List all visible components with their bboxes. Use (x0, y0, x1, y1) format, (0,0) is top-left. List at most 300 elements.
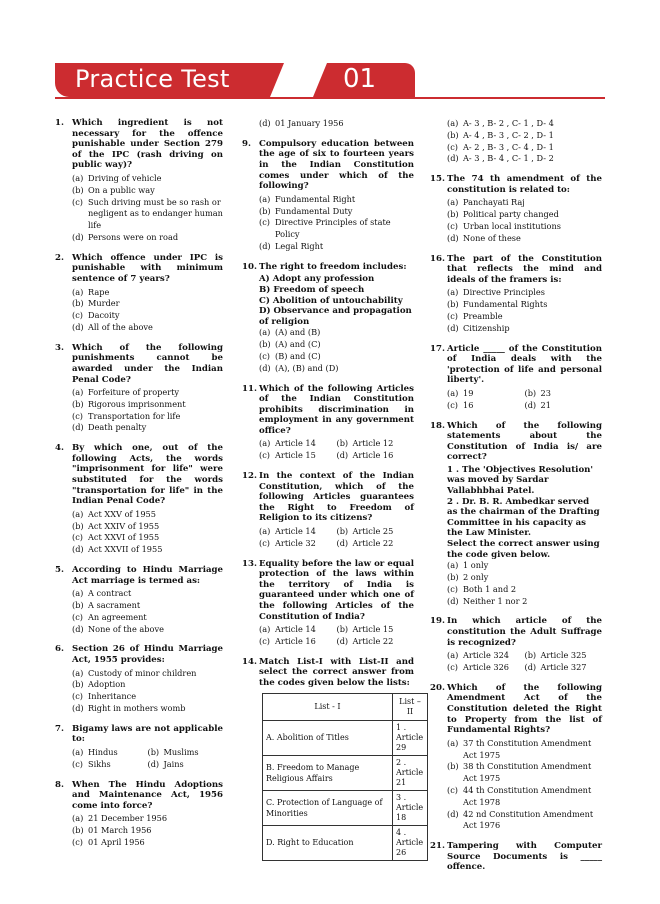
question-number: 19. (430, 616, 445, 627)
option-letter: (a) (259, 438, 271, 449)
option-letter: (b) (72, 520, 84, 531)
option (430, 596, 602, 608)
option-text: Rape (88, 286, 110, 297)
option-text: Article 16 (352, 450, 394, 461)
option-text: Act XXVI of 1955 (88, 532, 160, 543)
option (55, 287, 223, 299)
option-text: Neither 1 nor 2 (463, 595, 528, 606)
option-letter: (a) (259, 193, 271, 204)
option (55, 232, 223, 244)
question-statement: Select the correct answer using the code given below. (447, 539, 600, 560)
question-number: 21. (430, 841, 445, 852)
column-3 (430, 118, 602, 875)
option-letter: (c) (72, 196, 83, 207)
question-number: 12. (242, 471, 257, 482)
option-letter: (a) (72, 746, 84, 757)
banner-slant (270, 63, 284, 97)
option-pair (430, 650, 602, 662)
question-gap (55, 434, 223, 443)
option-letter: (a) (447, 197, 459, 208)
option (337, 450, 415, 462)
option (337, 636, 415, 648)
option-letter: (d) (336, 537, 349, 548)
option (55, 612, 223, 624)
option-letter: (d) (72, 422, 84, 433)
question-9 (242, 139, 414, 192)
question-text: Tampering with Computer Source Documents is _____ offence. (447, 841, 602, 873)
option-text: 19 (463, 387, 474, 398)
option (242, 363, 414, 375)
option (259, 538, 337, 550)
question-5 (55, 565, 223, 586)
question-number: 13. (242, 558, 257, 569)
option (55, 310, 223, 322)
option (55, 668, 223, 680)
option-letter: (a) (72, 813, 84, 824)
option-text: 37 th Constitution Amendment Act 1975 (463, 737, 592, 760)
question-number: 16. (430, 253, 445, 264)
option-text: Article 325 (540, 650, 587, 661)
question-number: 3. (55, 342, 64, 353)
question-gap (55, 556, 223, 565)
list-2-item: 2 . Article 21 (393, 755, 428, 790)
question-text: Compulsory education between the age of six to fourteen years in the Indian Constitution comes under which of the following? (259, 138, 414, 192)
option (430, 761, 602, 785)
option-text: Preamble (463, 310, 503, 321)
option-text: Such driving must be so rash or negligent as to endanger human life (88, 196, 223, 231)
banner-title-block (55, 63, 270, 97)
option-text: 1 only (463, 560, 489, 571)
option-text: Inheritance (88, 691, 137, 702)
option-text: Right in mothers womb (88, 702, 186, 713)
option-letter: (c) (447, 141, 458, 152)
option-letter: (a) (447, 118, 459, 128)
option-text: A contract (88, 588, 132, 599)
question-text: Section 26 of Hindu Marriage Act, 1955 provides: (72, 644, 223, 665)
question-20 (430, 683, 602, 736)
option-letter: (c) (72, 611, 83, 622)
option-pair (242, 624, 414, 636)
question-13 (242, 559, 414, 623)
question-14 (242, 657, 414, 689)
option-letter: (c) (447, 399, 458, 410)
question-11 (242, 384, 414, 437)
option (55, 422, 223, 434)
option-text: 38 th Constitution Amendment Act 1975 (463, 761, 592, 784)
question-number: 11. (242, 383, 257, 394)
option-text: Jains (163, 758, 184, 769)
option-letter: (b) (72, 600, 84, 611)
option-pair (55, 759, 223, 771)
option-text: Article 12 (352, 438, 394, 449)
option (447, 400, 525, 412)
option-text: Transportation for life (88, 410, 181, 421)
question-text: In which article of the constitution the Adult Suffrage is recognized? (447, 616, 602, 648)
list-2-item: 3 . Article 18 (393, 790, 428, 825)
question-number: 20. (430, 682, 445, 693)
option (337, 526, 415, 538)
option-text: Legal Right (275, 240, 324, 251)
question-gap (242, 462, 414, 471)
option-letter: (d) (259, 362, 271, 373)
option (430, 785, 602, 809)
question-gap (55, 635, 223, 644)
option-letter: (d) (147, 758, 160, 769)
option-text: Article 15 (352, 624, 394, 635)
question-number: 7. (55, 723, 64, 734)
option-text: 01 January 1956 (275, 118, 344, 128)
option (430, 153, 602, 165)
option (148, 747, 224, 759)
option (55, 813, 223, 825)
option (430, 130, 602, 142)
option (55, 837, 223, 849)
option-letter: (b) (447, 572, 459, 583)
option (430, 233, 602, 245)
question-text: Which offence under IPC is punishable with minimum sentence of 7 years? (72, 252, 223, 284)
option-letter: (b) (524, 650, 537, 661)
option-letter: (c) (72, 836, 83, 847)
banner-number-block (327, 63, 415, 97)
option (55, 600, 223, 612)
option-text: Article 25 (352, 526, 394, 537)
question-gap (430, 165, 602, 174)
option-letter: (a) (447, 650, 459, 661)
option-text: 2 only (463, 572, 489, 583)
question-gap (430, 607, 602, 616)
option-letter: (d) (259, 240, 271, 251)
option (447, 388, 525, 400)
question-text: The right to freedom includes: (259, 261, 407, 272)
option-text: Urban local institutions (463, 220, 561, 231)
option (55, 588, 223, 600)
option (242, 118, 414, 130)
option-letter: (c) (259, 537, 270, 548)
option-text: Article 14 (275, 526, 316, 537)
option-letter: (b) (72, 298, 84, 309)
option-letter: (d) (447, 595, 459, 606)
option-text: Forfeiture of property (88, 387, 180, 398)
question-text: Bigamy laws are not applicable to: (72, 723, 223, 745)
option (430, 572, 602, 584)
question-number: 10. (242, 261, 257, 272)
option-pair (242, 526, 414, 538)
option-text: Hindus (88, 746, 118, 757)
option-text: 42 nd Constitution Amendment Act 1976 (463, 808, 594, 831)
option (259, 636, 337, 648)
question-gap (430, 245, 602, 254)
question-text: The part of the Constitution that reflects the mind and ideals of the framers is: (447, 253, 602, 285)
option-letter: (c) (72, 758, 83, 769)
question-number: 1. (55, 118, 64, 128)
option-letter: (c) (259, 450, 270, 461)
option-letter: (b) (259, 205, 271, 216)
option-text: None of these (463, 232, 521, 243)
option-text: Article 324 (463, 650, 510, 661)
option (55, 691, 223, 703)
question-text: Which of the following punishments cannot be awarded under the Indian Penal Code? (72, 342, 223, 385)
option-pair (242, 438, 414, 450)
option-text: Article 16 (275, 635, 316, 646)
header-rule (55, 97, 605, 99)
option-letter: (b) (447, 299, 459, 310)
option (55, 197, 223, 232)
option-letter: (b) (447, 761, 459, 772)
option-letter: (c) (447, 310, 458, 321)
option-text: Act XXIV of 1955 (88, 520, 160, 531)
option-text: A sacrament (88, 600, 141, 611)
list-1-header: List - I (263, 693, 393, 720)
list-1-item: C. Protection of Language of Minorities (263, 790, 393, 825)
question-gap (430, 335, 602, 344)
question-gap (242, 253, 414, 262)
option-letter: (a) (447, 387, 459, 398)
option-text: None of the above (88, 623, 164, 634)
option (55, 399, 223, 411)
option-letter: (a) (72, 387, 84, 398)
option-text: Article 327 (540, 661, 587, 672)
option (337, 538, 415, 550)
option (55, 387, 223, 399)
question-text: Equality before the law or equal protection of the laws within the territory of India is guaranteed under which one of the following Articles of the Constitution of India? (259, 558, 414, 622)
option-letter: (b) (259, 339, 271, 350)
option (55, 703, 223, 715)
option (337, 624, 415, 636)
option-letter: (b) (447, 129, 459, 140)
option-text: 01 April 1956 (88, 836, 145, 847)
practice-test-banner (55, 63, 415, 97)
option-letter: (b) (72, 184, 84, 195)
option-text: A- 4 , B- 3 , C- 2 , D- 1 (463, 129, 554, 140)
option-text: Act XXV of 1955 (88, 508, 156, 519)
option-letter: (c) (447, 220, 458, 231)
question-17 (430, 344, 602, 386)
question-gap (242, 375, 414, 384)
option-pair (430, 388, 602, 400)
question-text: Which of the following Articles of the Indian Constitution prohibits discrimination in employment in any government office? (259, 383, 414, 436)
option-letter: (d) (447, 153, 459, 164)
question-gap (430, 674, 602, 683)
option-letter: (a) (259, 624, 271, 635)
question-statement: 1 . The 'Objectives Resolution' was moved by Sardar Vallabhbhai Patel. (447, 464, 594, 497)
option-letter: (a) (72, 508, 84, 519)
list-2-item: 4 . Article 26 (393, 825, 428, 860)
question-gap (430, 832, 602, 841)
option-text: Article 15 (275, 450, 316, 461)
question-gap (242, 648, 414, 657)
option-letter: (b) (72, 679, 84, 690)
option-text: (A) and (B) (275, 327, 321, 338)
option-text: Article 14 (275, 624, 316, 635)
option (259, 526, 337, 538)
option-text: Sikhs (88, 758, 111, 769)
option (148, 759, 224, 771)
option (430, 311, 602, 323)
option-text: An agreement (88, 611, 147, 622)
question-text: Which of the following statements about the Constitution of India is/ are correct? (447, 420, 602, 463)
option-text: Death penalty (88, 422, 147, 433)
list-2-item: 1 . Article 29 (393, 720, 428, 755)
question-number: 8. (55, 779, 64, 790)
banner-title: Practice Test (75, 65, 230, 93)
option-text: (B) and (C) (275, 350, 321, 361)
option-text: Murder (88, 298, 120, 309)
question-text: According to Hindu Marriage Act marriage is termed as: (72, 565, 223, 586)
option-text: Article 22 (352, 537, 394, 548)
question-gap (55, 244, 223, 253)
option (55, 411, 223, 423)
option-letter: (d) (524, 399, 537, 410)
option (55, 521, 223, 533)
option (55, 544, 223, 556)
match-table-row (263, 755, 428, 790)
question-15 (430, 174, 602, 195)
option (55, 624, 223, 636)
question-18 (430, 421, 602, 463)
option (430, 738, 602, 762)
option-letter: (c) (259, 350, 270, 361)
question-7 (55, 724, 223, 745)
option (259, 438, 337, 450)
option-text: 21 (540, 399, 551, 410)
question-16 (430, 254, 602, 286)
match-table (262, 693, 428, 861)
option-text: Adoption (88, 679, 126, 690)
option (242, 327, 414, 339)
option-letter: (d) (524, 661, 537, 672)
option-text: Dacoity (88, 310, 120, 321)
option-letter: (d) (72, 702, 84, 713)
question-text: Which of the following Amendment Act of the Constitution deleted the Right to Property from the list of Fundamental Rights? (447, 682, 602, 736)
option-text: Muslims (163, 746, 199, 757)
option-letter: (d) (259, 118, 271, 128)
question-text: In the context of the Indian Constitution, which of the following Articles guarantees the Right to Freedom of Religion to its citizens? (259, 471, 414, 524)
option-text: 44 th Constitution Amendment Act 1978 (463, 784, 592, 807)
option-letter: (d) (336, 635, 349, 646)
option-letter: (c) (259, 217, 270, 228)
option-letter: (d) (72, 321, 84, 332)
question-statement: A) Adopt any profession (259, 274, 375, 285)
option-text: Article 14 (275, 438, 316, 449)
option (55, 679, 223, 691)
match-table-header (263, 693, 428, 720)
question-text: When The Hindu Adoptions and Maintenance Act, 1956 come into force? (72, 779, 223, 811)
question-number: 14. (242, 656, 257, 667)
option-letter: (a) (72, 172, 84, 183)
question-10 (242, 262, 414, 273)
column-1 (55, 118, 223, 849)
option-letter: (c) (72, 310, 83, 321)
option (72, 747, 148, 759)
option (55, 509, 223, 521)
option (242, 351, 414, 363)
option-letter: (b) (72, 825, 84, 836)
option-text: Article 22 (352, 635, 394, 646)
option-letter: (c) (72, 410, 83, 421)
question-number: 6. (55, 644, 64, 655)
option-letter: (d) (72, 623, 84, 634)
question-gap (55, 334, 223, 343)
question-statement: B) Freedom of speech (259, 284, 365, 295)
question-number: 17. (430, 343, 445, 354)
banner-slant-2 (313, 63, 327, 97)
option-letter: (d) (447, 808, 459, 819)
option (430, 118, 602, 130)
question-statement: C) Abolition of untouchability (259, 295, 403, 306)
list-2-header: List – II (393, 693, 428, 720)
option-letter: (d) (447, 232, 459, 243)
option-letter: (a) (447, 737, 459, 748)
question-12 (242, 471, 414, 524)
option-text: (A), (B) and (D) (275, 362, 339, 373)
question-number: 15. (430, 174, 445, 185)
option-letter: (b) (447, 209, 459, 220)
option-letter: (d) (72, 231, 84, 242)
option (55, 322, 223, 334)
option-letter: (a) (72, 286, 84, 297)
option-text: On a public way (88, 184, 155, 195)
option-letter: (b) (336, 526, 349, 537)
option-letter: (b) (147, 746, 160, 757)
question-21 (430, 841, 602, 873)
option-letter: (c) (447, 661, 458, 672)
option-letter: (a) (259, 526, 271, 537)
option (525, 650, 603, 662)
question-3 (55, 343, 223, 385)
option (55, 532, 223, 544)
option-pair (55, 747, 223, 759)
option-letter: (d) (447, 322, 459, 333)
option-text: Panchayati Raj (463, 197, 525, 208)
option-text: Directive Principles of state Policy (275, 217, 391, 240)
question-text: The 74 th amendment of the constitution is related to: (447, 174, 602, 195)
question-gap (55, 771, 223, 780)
question-number: 2. (55, 252, 64, 263)
option (430, 584, 602, 596)
option (430, 323, 602, 335)
column-2 (242, 118, 424, 861)
question-text: Article _____ of the Constitution of India deals with the 'protection of life and personal liberty'. (447, 343, 602, 386)
option (242, 206, 414, 218)
option-letter: (d) (336, 450, 349, 461)
option (55, 173, 223, 185)
option (430, 197, 602, 209)
option (55, 185, 223, 197)
option-text: Political party changed (463, 209, 559, 220)
option-text: Custody of minor children (88, 667, 197, 678)
option-text: Rigorous imprisonment (88, 398, 186, 409)
question-2 (55, 253, 223, 285)
question-number: 5. (55, 565, 64, 576)
question-number: 9. (242, 138, 251, 149)
option (525, 400, 603, 412)
option (72, 759, 148, 771)
option-text: Directive Principles (463, 287, 545, 298)
option-letter: (c) (447, 784, 458, 795)
option-letter: (a) (72, 667, 84, 678)
match-table-row (263, 825, 428, 860)
option-text: 23 (540, 387, 551, 398)
option-letter: (c) (72, 691, 83, 702)
question-text: Which ingredient is not necessary for the offence punishable under Section 279 of the IPC (rash driving on public way)? (72, 118, 223, 171)
option-text: All of the above (88, 321, 153, 332)
option (242, 217, 414, 241)
option-letter: (c) (72, 532, 83, 543)
option (525, 662, 603, 674)
question-1 (55, 118, 223, 171)
option-text: Article 32 (275, 537, 316, 548)
option-letter: (c) (259, 635, 270, 646)
